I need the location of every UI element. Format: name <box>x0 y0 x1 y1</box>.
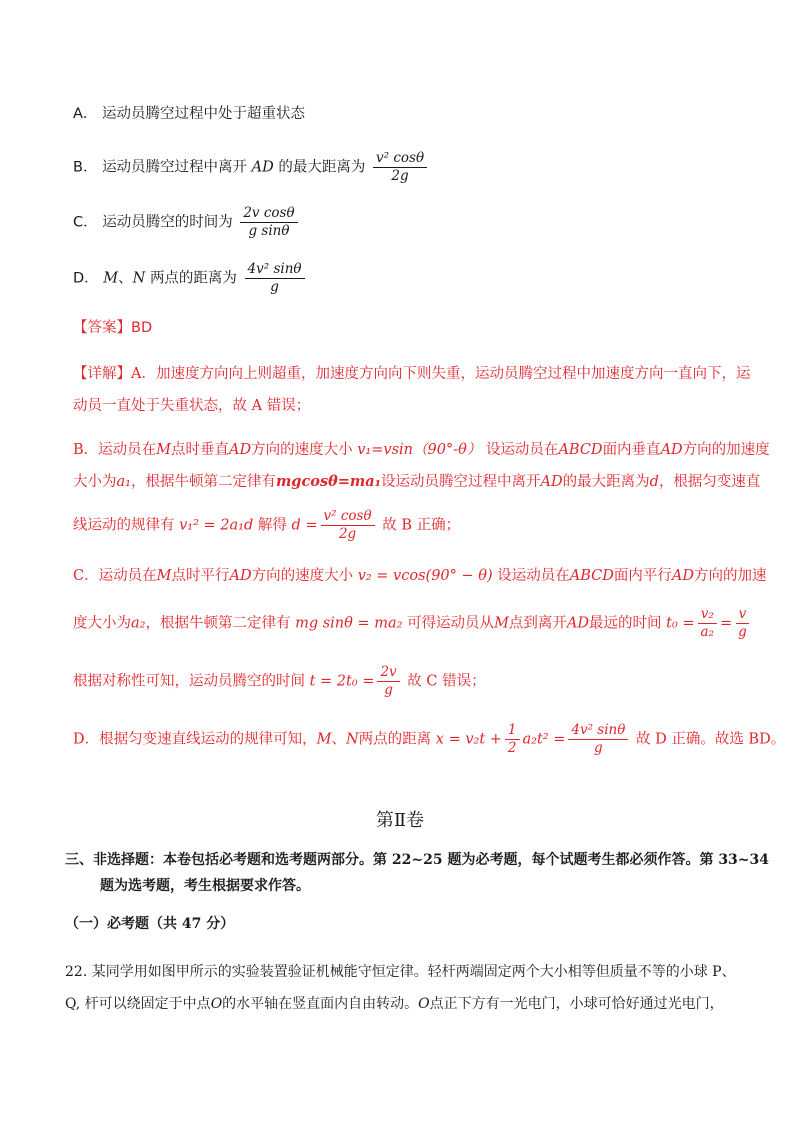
detail-d-line1 <box>73 722 785 757</box>
detail-c-line3 <box>73 664 486 699</box>
detail-b1-m: M <box>156 442 172 458</box>
detail-c1-mid4: 面内平行 <box>613 568 672 584</box>
option-c <box>73 205 301 240</box>
detail-b1-ad2: AD <box>660 442 683 458</box>
detail-d1-sep: 、 <box>331 731 346 748</box>
detail-b2-mid3: 的最大距离为 <box>562 474 650 490</box>
detail-d1-half-numerator: 1 <box>505 722 520 740</box>
q22-line2-o2: O <box>418 996 430 1012</box>
option-d-fraction <box>245 261 305 296</box>
detail-b2-a1: a₁ <box>116 474 131 490</box>
detail-b3-mid: 解得 <box>257 517 287 534</box>
option-a-text: 运动员腾空过程中处于超重状态 <box>102 106 306 122</box>
option-b-label: B． <box>73 159 98 176</box>
detail-c2-fraction-2 <box>735 606 750 641</box>
detail-d1-rest: a₂t² = <box>522 731 566 748</box>
detail-b2-formula: mgcosθ=ma₁ <box>275 473 382 490</box>
q22-line2-mid: 的水平轴在竖直面内自由转动。 <box>222 996 419 1012</box>
detail-b-line2 <box>73 472 760 492</box>
detail-c2-eq: = <box>720 615 733 632</box>
option-a <box>73 104 305 124</box>
detail-c3-numerator: 2v <box>377 664 399 682</box>
detail-b2-mid: ，根据牛顿第二定律有 <box>130 474 276 490</box>
option-d-label: D． <box>73 270 99 287</box>
detail-c3-t: t = 2t₀ = <box>309 673 375 690</box>
detail-b2-d: d <box>649 474 659 490</box>
option-d-n: N <box>132 270 146 287</box>
detail-b1-formula: v₁=vsin（90°-θ） <box>357 442 482 458</box>
part3-line1: 三、非选择题：本卷包括必考题和选考题两部分。第 22~25 题为必考题，每个试题考生都必须作答。第 33~34 <box>65 852 770 868</box>
option-b <box>73 150 430 185</box>
detail-c2-formula: mg sinθ = ma₂ <box>295 615 403 632</box>
detail-b3-eq: v₁² = 2a₁d <box>179 517 254 534</box>
option-c-numerator: 2v cosθ <box>240 205 297 223</box>
detail-c2-mid4: 最远的时间 <box>589 615 662 632</box>
detail-c1-formula: v₂ = vcos(90° − θ) <box>357 568 493 584</box>
detail-b1-mid: 点时垂直 <box>171 442 230 458</box>
q22-line2-end: 点正下方有一光电门，小球可恰好通过光电门， <box>429 996 724 1012</box>
detail-c2-t0: t₀ = <box>666 615 695 632</box>
detail-c2-fraction-1 <box>698 606 717 641</box>
detail-b1-mid3: 设运动员在 <box>485 442 559 458</box>
q22-line2-o: O <box>210 996 223 1012</box>
detail-d1-denominator: g <box>594 740 603 756</box>
detail-c2-numerator-2: v <box>736 606 750 624</box>
option-b-mid: 的最大距离为 <box>278 159 366 176</box>
detail-c-line1 <box>73 566 767 586</box>
detail-c2-denominator-1: a₂ <box>700 624 715 640</box>
option-c-fraction <box>240 205 297 240</box>
detail-b-line1 <box>73 440 770 460</box>
detail-d1-mid: 两点的距离 <box>358 731 432 748</box>
detail-c2-numerator-1: v₂ <box>698 606 717 624</box>
detail-b3-end: 故 B 正确； <box>382 517 461 534</box>
detail-c1-ad2: AD <box>671 568 694 584</box>
detail-c3-end: 故 C 错误； <box>407 673 486 690</box>
option-b-ad: AD <box>251 159 274 176</box>
detail-c2-denominator-2: g <box>738 624 747 640</box>
detail-b3-pre: 线运动的规律有 <box>73 517 175 534</box>
detail-c2-mid: ，根据牛顿第二定律有 <box>145 615 291 632</box>
detail-a-text1: A．加速度方向向上则超重，加速度方向向下则失重，运动员腾空过程中加速度方向一直向下，运 <box>131 366 751 382</box>
option-d-m: M <box>103 270 119 287</box>
detail-d1-n: N <box>345 731 359 748</box>
answer-value: BD <box>131 320 153 336</box>
q22-line2-pre: Q, 杆可以绕固定于中点 <box>65 996 211 1012</box>
detail-b1-ad: AD <box>229 442 252 458</box>
option-d-denominator: g <box>270 279 279 295</box>
detail-c2-m: M <box>494 615 509 632</box>
option-d-numerator: 4v² sinθ <box>245 261 305 279</box>
option-c-label: C． <box>73 214 98 231</box>
detail-d1-pre: D．根据匀变速直线运动的规律可知， <box>73 731 317 748</box>
detail-c1-m: M <box>156 568 172 584</box>
option-a-label: A． <box>73 106 98 122</box>
q22-line2 <box>65 994 724 1014</box>
q22-line1: 22. 某同学用如图甲所示的实验装置验证机械能守恒定律。轻杆两端固定两个大小相等但质量不等的小球 P、 <box>65 964 736 980</box>
detail-c-line2 <box>73 606 753 641</box>
detail-d1-end: 故 D 正确。故选 BD。 <box>635 731 786 748</box>
detail-d1-half-denominator: 2 <box>507 740 517 756</box>
detail-c1-mid2: 方向的速度大小 <box>251 568 354 584</box>
option-b-numerator: v² cosθ <box>373 150 427 168</box>
option-d-sep: 、 <box>118 270 133 287</box>
detail-a-line1 <box>73 364 750 384</box>
detail-c1-pre: C．运动员在 <box>73 568 157 584</box>
option-b-fraction <box>373 150 427 185</box>
option-b-denominator: 2g <box>391 168 409 184</box>
detail-tag: 【详解】 <box>73 366 131 382</box>
detail-b2-end: ，根据匀变速直 <box>658 474 761 490</box>
answer-tag: 【答案】 <box>73 320 131 336</box>
detail-c1-abcd: ABCD <box>569 568 614 584</box>
detail-b1-mid4: 面内垂直 <box>602 442 661 458</box>
detail-b3-numerator: v² cosθ <box>321 508 375 526</box>
detail-b2-mid2: 设运动员腾空过程中离开 <box>381 474 541 490</box>
option-b-pre: 运动员腾空过程中离开 <box>102 159 248 176</box>
detail-b3-d: d = <box>291 517 318 534</box>
detail-a-line2 <box>73 396 310 416</box>
detail-d1-fraction <box>568 722 628 757</box>
detail-b3-denominator: 2g <box>338 526 357 542</box>
part3-line2: 题为选考题，考生根据要求作答。 <box>100 878 310 894</box>
detail-b1-mid2: 方向的速度大小 <box>251 442 353 458</box>
option-c-pre: 运动员腾空的时间为 <box>102 214 233 231</box>
detail-c2-mid3: 点到离开 <box>508 615 567 632</box>
detail-b-line3 <box>73 508 460 543</box>
detail-c1-ad: AD <box>229 568 252 584</box>
option-c-denominator: g sinθ <box>248 223 290 239</box>
detail-c2-a2: a₂ <box>131 615 146 632</box>
detail-d1-x: x = v₂t + <box>435 731 502 748</box>
detail-a-text2: 动员一直处于失重状态，故 A 错误； <box>73 398 311 414</box>
required-title: （一）必考题（共 47 分） <box>65 916 235 932</box>
detail-c2-ad: AD <box>566 615 590 632</box>
detail-c3-fraction <box>377 664 399 699</box>
detail-c1-mid3: 设运动员在 <box>497 568 570 584</box>
detail-b1-abcd: ABCD <box>558 442 603 458</box>
detail-c1-end: 方向的加速 <box>694 568 767 584</box>
detail-c3-denominator: g <box>384 682 393 698</box>
option-d <box>73 261 308 296</box>
detail-b3-fraction <box>321 508 375 543</box>
detail-b1-pre: B．运动员在 <box>73 442 157 458</box>
detail-d1-m: M <box>316 731 332 748</box>
detail-c3-pre: 根据对称性可知，运动员腾空的时间 <box>73 673 305 690</box>
detail-c1-mid: 点时平行 <box>171 568 230 584</box>
answer-line <box>73 318 152 338</box>
detail-c2-mid2: 可得运动员从 <box>407 615 495 632</box>
detail-b1-end: 方向的加速度 <box>682 442 770 458</box>
section-title: 第Ⅱ卷 <box>375 810 425 831</box>
detail-b2-pre: 大小为 <box>73 474 117 490</box>
detail-c2-pre: 度大小为 <box>73 615 131 632</box>
detail-b2-ad: AD <box>540 474 563 490</box>
detail-d1-half <box>505 722 520 757</box>
detail-d1-numerator: 4v² sinθ <box>568 722 628 740</box>
option-d-pre: 两点的距离为 <box>149 270 237 287</box>
